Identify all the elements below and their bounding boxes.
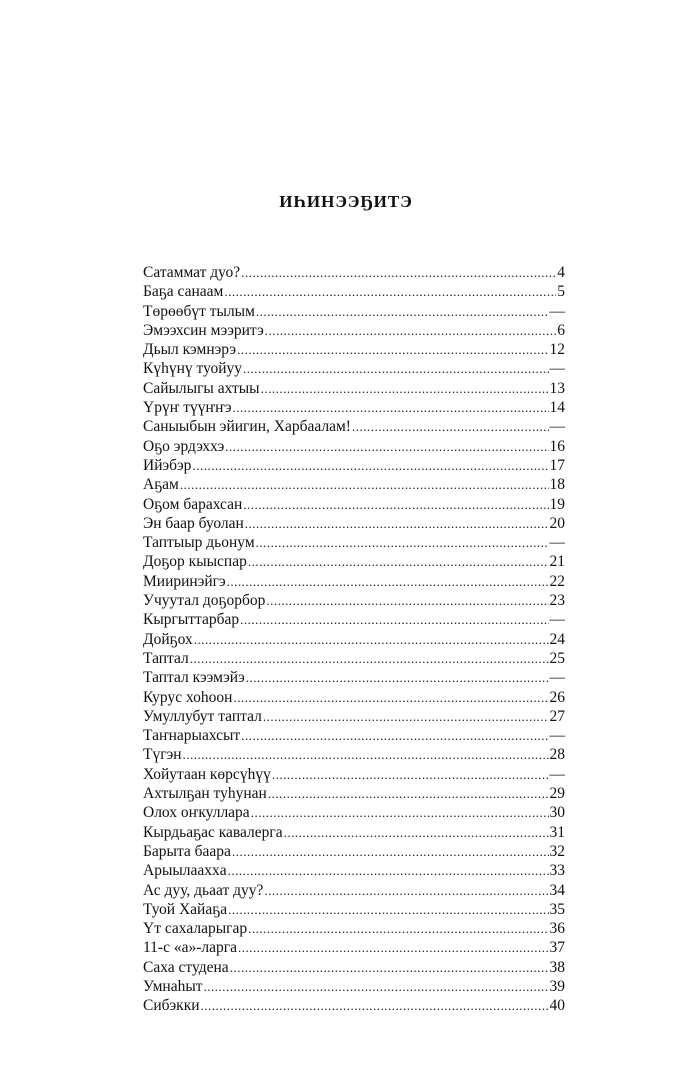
toc-entry-title: Күһүнү туойуу: [143, 360, 242, 378]
toc-entry: [143, 379, 565, 398]
toc-entry-title: Үт сахаларыгар: [143, 920, 248, 938]
toc-entry: [143, 572, 565, 591]
toc-entry-page: 23: [549, 592, 565, 610]
toc-entry-title: Барыта баара: [143, 842, 231, 860]
toc-entry: [143, 996, 565, 1015]
toc-dot-leader: [180, 475, 549, 494]
toc-entry-title: Дьыл кэмнэрэ: [143, 341, 237, 359]
toc-entry: [143, 456, 565, 475]
toc-entry-page: 36: [549, 920, 565, 938]
toc-entry: [143, 437, 565, 456]
toc-entry-page: —: [549, 418, 565, 436]
toc-dot-leader: [272, 765, 549, 784]
toc-entry-title: Оҕом барахсан: [143, 495, 243, 513]
toc-entry-page: —: [549, 360, 565, 378]
toc-entry: [143, 630, 565, 649]
toc-dot-leader: [256, 533, 549, 552]
toc-entry: [143, 668, 565, 687]
toc-entry: [143, 359, 565, 378]
toc-entry-title: Доҕор кыыспар: [143, 553, 247, 571]
toc-entry-title: Түгэн: [143, 746, 182, 764]
toc-entry-title: Кырдьаҕас кавалерга: [143, 823, 283, 841]
toc-entry-title: Учуутал доҕорбор: [143, 592, 266, 610]
toc-entry: [143, 900, 565, 919]
toc-entry-page: 40: [549, 997, 565, 1015]
toc-entry-page: 35: [549, 900, 565, 918]
toc-entry: [143, 495, 565, 514]
toc-entry: [143, 977, 565, 996]
toc-entry-page: 14: [549, 399, 565, 417]
toc-entry-title: Хойутаан көрсүһүү: [143, 765, 271, 783]
toc-dot-leader: [192, 456, 548, 475]
toc-dot-leader: [266, 591, 548, 610]
toc-entry-page: —: [549, 611, 565, 629]
toc-entry: [143, 610, 565, 629]
toc-dot-leader: [240, 610, 548, 629]
toc-entry-page: 19: [549, 495, 565, 513]
toc-entry-page: 25: [549, 649, 565, 667]
toc-dot-leader: [238, 938, 549, 957]
toc-entry: [143, 282, 565, 301]
toc-entry-page: 33: [549, 862, 565, 880]
toc-entry-page: 39: [549, 977, 565, 995]
toc-entry: [143, 919, 565, 938]
toc-entry: [143, 745, 565, 764]
toc-entry: [143, 340, 565, 359]
toc-entry-page: —: [549, 669, 565, 687]
toc-entry-page: 17: [549, 456, 565, 474]
toc-entry-title: Олох оҥкуллара: [143, 804, 250, 822]
toc-entry-title: 11-с «а»-ларга: [143, 939, 237, 957]
toc-entry: [143, 726, 565, 745]
toc-entry-title: Үрүҥ түүҥҥэ: [143, 399, 232, 417]
toc-entry-page: 13: [549, 379, 565, 397]
toc-dot-leader: [194, 630, 549, 649]
toc-entry-title: Баҕа санаам: [143, 283, 224, 301]
toc-dot-leader: [256, 302, 549, 321]
toc-dot-leader: [241, 726, 548, 745]
toc-entry-title: Ас дуу, дьаат дуу?: [143, 881, 264, 899]
toc-dot-leader: [224, 282, 556, 301]
toc-entry-page: 24: [549, 630, 565, 648]
toc-dot-leader: [228, 861, 549, 880]
toc-entry-page: 21: [549, 553, 565, 571]
toc-entry-page: 4: [557, 264, 565, 281]
toc-entry: [143, 398, 565, 417]
toc-dot-leader: [264, 881, 548, 900]
toc-entry-page: 28: [549, 746, 565, 764]
toc-dot-leader: [233, 688, 548, 707]
toc-dot-leader: [263, 707, 549, 726]
toc-entry-title: Таптал кээмэйэ: [143, 669, 245, 687]
toc-dot-leader: [284, 823, 549, 842]
toc-entry: [143, 552, 565, 571]
toc-entry: [143, 321, 565, 340]
toc-entry: [143, 803, 565, 822]
toc-entry-title: Сатаммат дуо?: [143, 264, 241, 281]
toc-dot-leader: [190, 649, 549, 668]
toc-dot-leader: [265, 321, 557, 340]
toc-entry: [143, 475, 565, 494]
toc-entry-title: Төрөөбүт тылым: [143, 302, 255, 320]
toc-entry: [143, 591, 565, 610]
toc-entry: [143, 417, 565, 436]
toc-entry-page: 30: [549, 804, 565, 822]
toc-dot-leader: [268, 784, 549, 803]
toc-entry: [143, 533, 565, 552]
table-of-contents: [143, 263, 565, 1016]
toc-entry-page: 5: [557, 283, 565, 301]
toc-entry-page: 6: [557, 321, 565, 339]
toc-entry: [143, 707, 565, 726]
toc-entry-page: 18: [549, 476, 565, 494]
toc-entry-title: Умуллубут таптал: [143, 707, 262, 725]
toc-entry-title: Таҥнарыахсыт: [143, 727, 241, 745]
toc-dot-leader: [230, 958, 549, 977]
toc-entry-title: Сибэкки: [143, 997, 200, 1015]
toc-entry-title: Дойҕох: [143, 630, 193, 648]
toc-entry: [143, 302, 565, 321]
toc-entry-title: Сайылыгы ахтыы: [143, 379, 260, 397]
toc-dot-leader: [241, 263, 556, 282]
toc-entry: [143, 842, 565, 861]
toc-entry: [143, 938, 565, 957]
toc-entry-title: Ахтылҕан туһунан: [143, 785, 267, 803]
toc-dot-leader: [246, 668, 549, 687]
toc-entry-title: Кыргыттарбар: [143, 611, 240, 629]
toc-entry-title: Саныыбын эйигин, Харбаалам!: [143, 418, 351, 436]
toc-entry: [143, 823, 565, 842]
toc-entry-title: Аҕам: [143, 476, 179, 494]
toc-dot-leader: [352, 417, 549, 436]
toc-dot-leader: [243, 495, 548, 514]
toc-entry: [143, 784, 565, 803]
toc-entry-title: Мииринэйгэ: [143, 572, 226, 590]
toc-dot-leader: [243, 359, 549, 378]
toc-entry-title: Таптыыр дьонум: [143, 534, 255, 552]
toc-entry-title: Оҕо эрдэххэ: [143, 437, 225, 455]
toc-entry-title: Саха студена: [143, 958, 229, 976]
toc-entry-page: —: [549, 534, 565, 552]
toc-dot-leader: [237, 340, 548, 359]
toc-entry: [143, 263, 565, 282]
toc-dot-leader: [261, 379, 549, 398]
toc-entry-page: 37: [549, 939, 565, 957]
toc-dot-leader: [248, 552, 549, 571]
toc-entry: [143, 765, 565, 784]
toc-entry-page: 27: [549, 707, 565, 725]
toc-entry: [143, 688, 565, 707]
toc-dot-leader: [201, 996, 549, 1015]
toc-entry-title: Эмээхсин мээритэ: [143, 321, 264, 339]
toc-dot-leader: [248, 919, 548, 938]
toc-dot-leader: [183, 745, 549, 764]
toc-dot-leader: [245, 514, 549, 533]
toc-entry: [143, 649, 565, 668]
toc-entry-page: 32: [549, 842, 565, 860]
toc-entry-page: —: [549, 727, 565, 745]
toc-dot-leader: [225, 437, 548, 456]
toc-entry-title: Арыылааххa: [143, 862, 227, 880]
page-title: ИҺИНЭЭҔИТЭ: [279, 192, 413, 211]
toc-entry-page: 29: [549, 785, 565, 803]
toc-entry-page: 16: [549, 437, 565, 455]
toc-entry-page: 38: [549, 958, 565, 976]
toc-dot-leader: [232, 398, 548, 417]
toc-entry-page: 26: [549, 688, 565, 706]
toc-entry-title: Туой Хайаҕа: [143, 900, 228, 918]
toc-entry: [143, 958, 565, 977]
toc-dot-leader: [204, 977, 549, 996]
toc-dot-leader: [228, 900, 548, 919]
toc-entry-title: Курус хоһоон: [143, 688, 233, 706]
toc-entry-page: 34: [549, 881, 565, 899]
toc-entry-title: Эн баар буолан: [143, 514, 244, 532]
toc-entry-title: Умнаһыт: [143, 977, 203, 995]
toc-entry-page: 22: [549, 572, 565, 590]
toc-entry-page: —: [549, 302, 565, 320]
toc-dot-leader: [232, 842, 549, 861]
toc-entry-page: 12: [549, 341, 565, 359]
toc-dot-leader: [227, 572, 549, 591]
toc-entry: [143, 514, 565, 533]
toc-entry: [143, 861, 565, 880]
toc-entry-title: Ийэбэр: [143, 456, 192, 474]
toc-dot-leader: [251, 803, 549, 822]
toc-entry-page: 31: [549, 823, 565, 841]
toc-entry-page: —: [549, 765, 565, 783]
toc-entry: [143, 881, 565, 900]
toc-entry-page: 20: [549, 514, 565, 532]
toc-entry-title: Таптал: [143, 649, 189, 667]
